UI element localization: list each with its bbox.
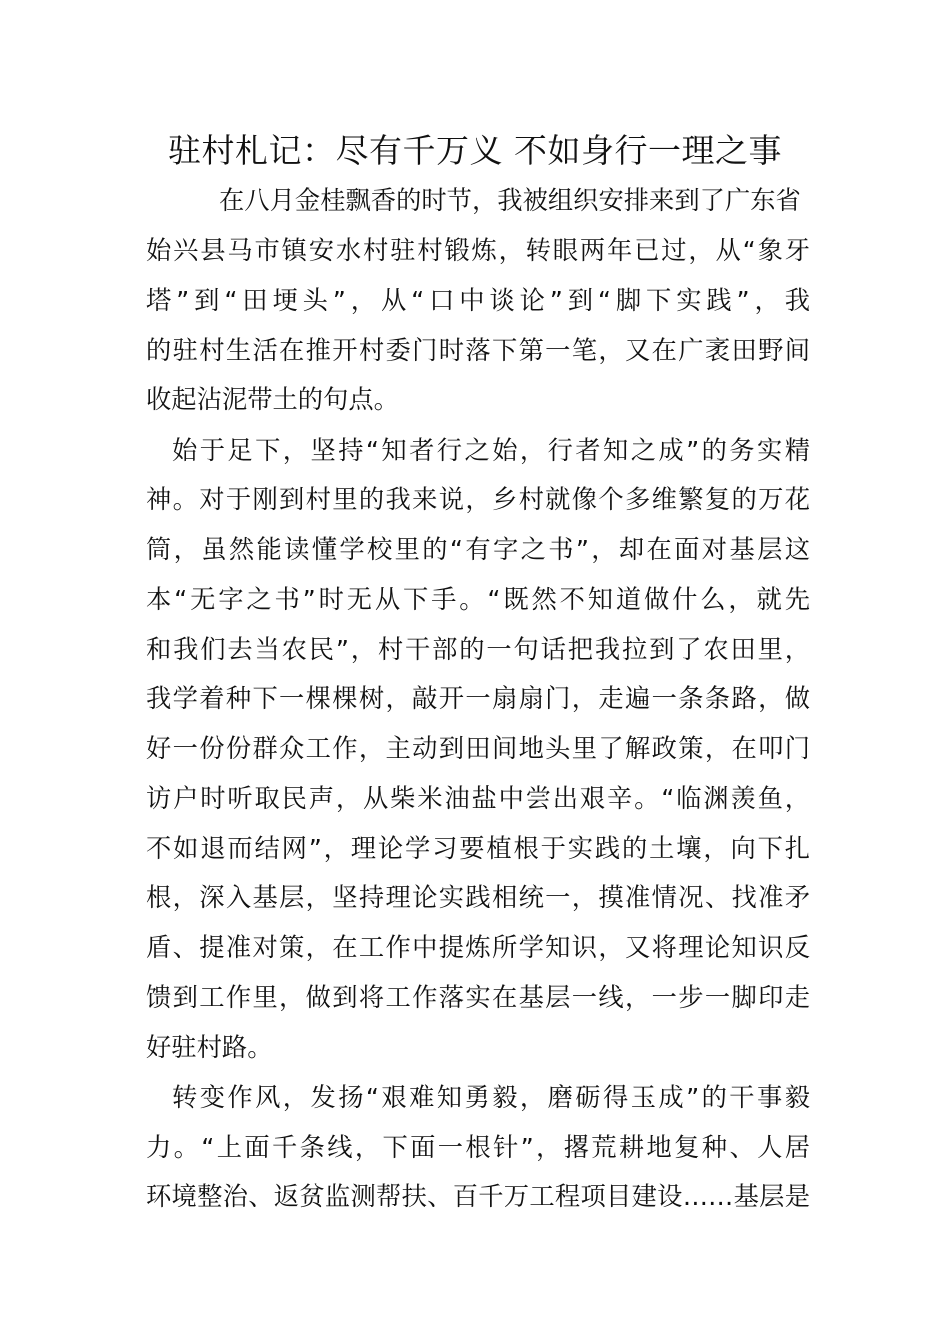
text-line: 根，深入基层，坚持理论实践相统一，摸准情况、找准矛: [146, 883, 810, 912]
text-line: 力。“上面千条线，下面一根针”，撂荒耕地复种、人居: [146, 1133, 810, 1162]
text-line: 不如退而结网”，理论学习要植根于实践的土壤，向下扎: [146, 834, 810, 863]
text-line: 和我们去当农民”，村干部的一句话把我拉到了农田里，: [146, 635, 810, 664]
text-line: 好一份份群众工作，主动到田间地头里了解政策，在叩门: [146, 734, 810, 763]
text-line: 好驻村路。: [146, 1033, 273, 1062]
text-line: 访户时听取民声，从柴米油盐中尝出艰辛。“临渊羡鱼，: [146, 784, 810, 813]
text-line: 塔”到“田埂头”，从“口中谈论”到“脚下实践”，我: [146, 286, 810, 315]
text-line: 筒，虽然能读懂学校里的“有字之书”，却在面对基层这: [146, 535, 810, 564]
text-line: 的驻村生活在推开村委门时落下第一笔，又在广袤田野间: [146, 336, 810, 365]
text-line: 馈到工作里，做到将工作落实在基层一线，一步一脚印走: [146, 983, 810, 1012]
text-line: 始兴县马市镇安水村驻村锻炼，转眼两年已过，从“象牙: [146, 236, 810, 265]
text-line: 本“无字之书”时无从下手。“既然不知道做什么，就先: [146, 585, 810, 614]
text-line: 环境整治、返贫监测帮扶、百千万工程项目建设……基层是: [146, 1182, 810, 1211]
text-line: 我学着种下一棵棵树，敲开一扇扇门，走遍一条条路，做: [146, 684, 810, 713]
page-title: 驻村札记：尽有千万义 不如身行一理之事: [168, 131, 782, 170]
text-line: 始于足下，坚持“知者行之始，行者知之成”的务实精: [172, 436, 810, 465]
text-line: 收起沾泥带土的句点。: [146, 385, 399, 414]
text-line: 神。对于刚到村里的我来说，乡村就像个多维繁复的万花: [146, 485, 810, 514]
text-line: 盾、提准对策，在工作中提炼所学知识，又将理论知识反: [146, 933, 810, 962]
text-line: 在八月金桂飘香的时节，我被组织安排来到了广东省: [219, 186, 801, 215]
text-line: 转变作风，发扬“艰难知勇毅，磨砺得玉成”的干事毅: [172, 1083, 810, 1112]
